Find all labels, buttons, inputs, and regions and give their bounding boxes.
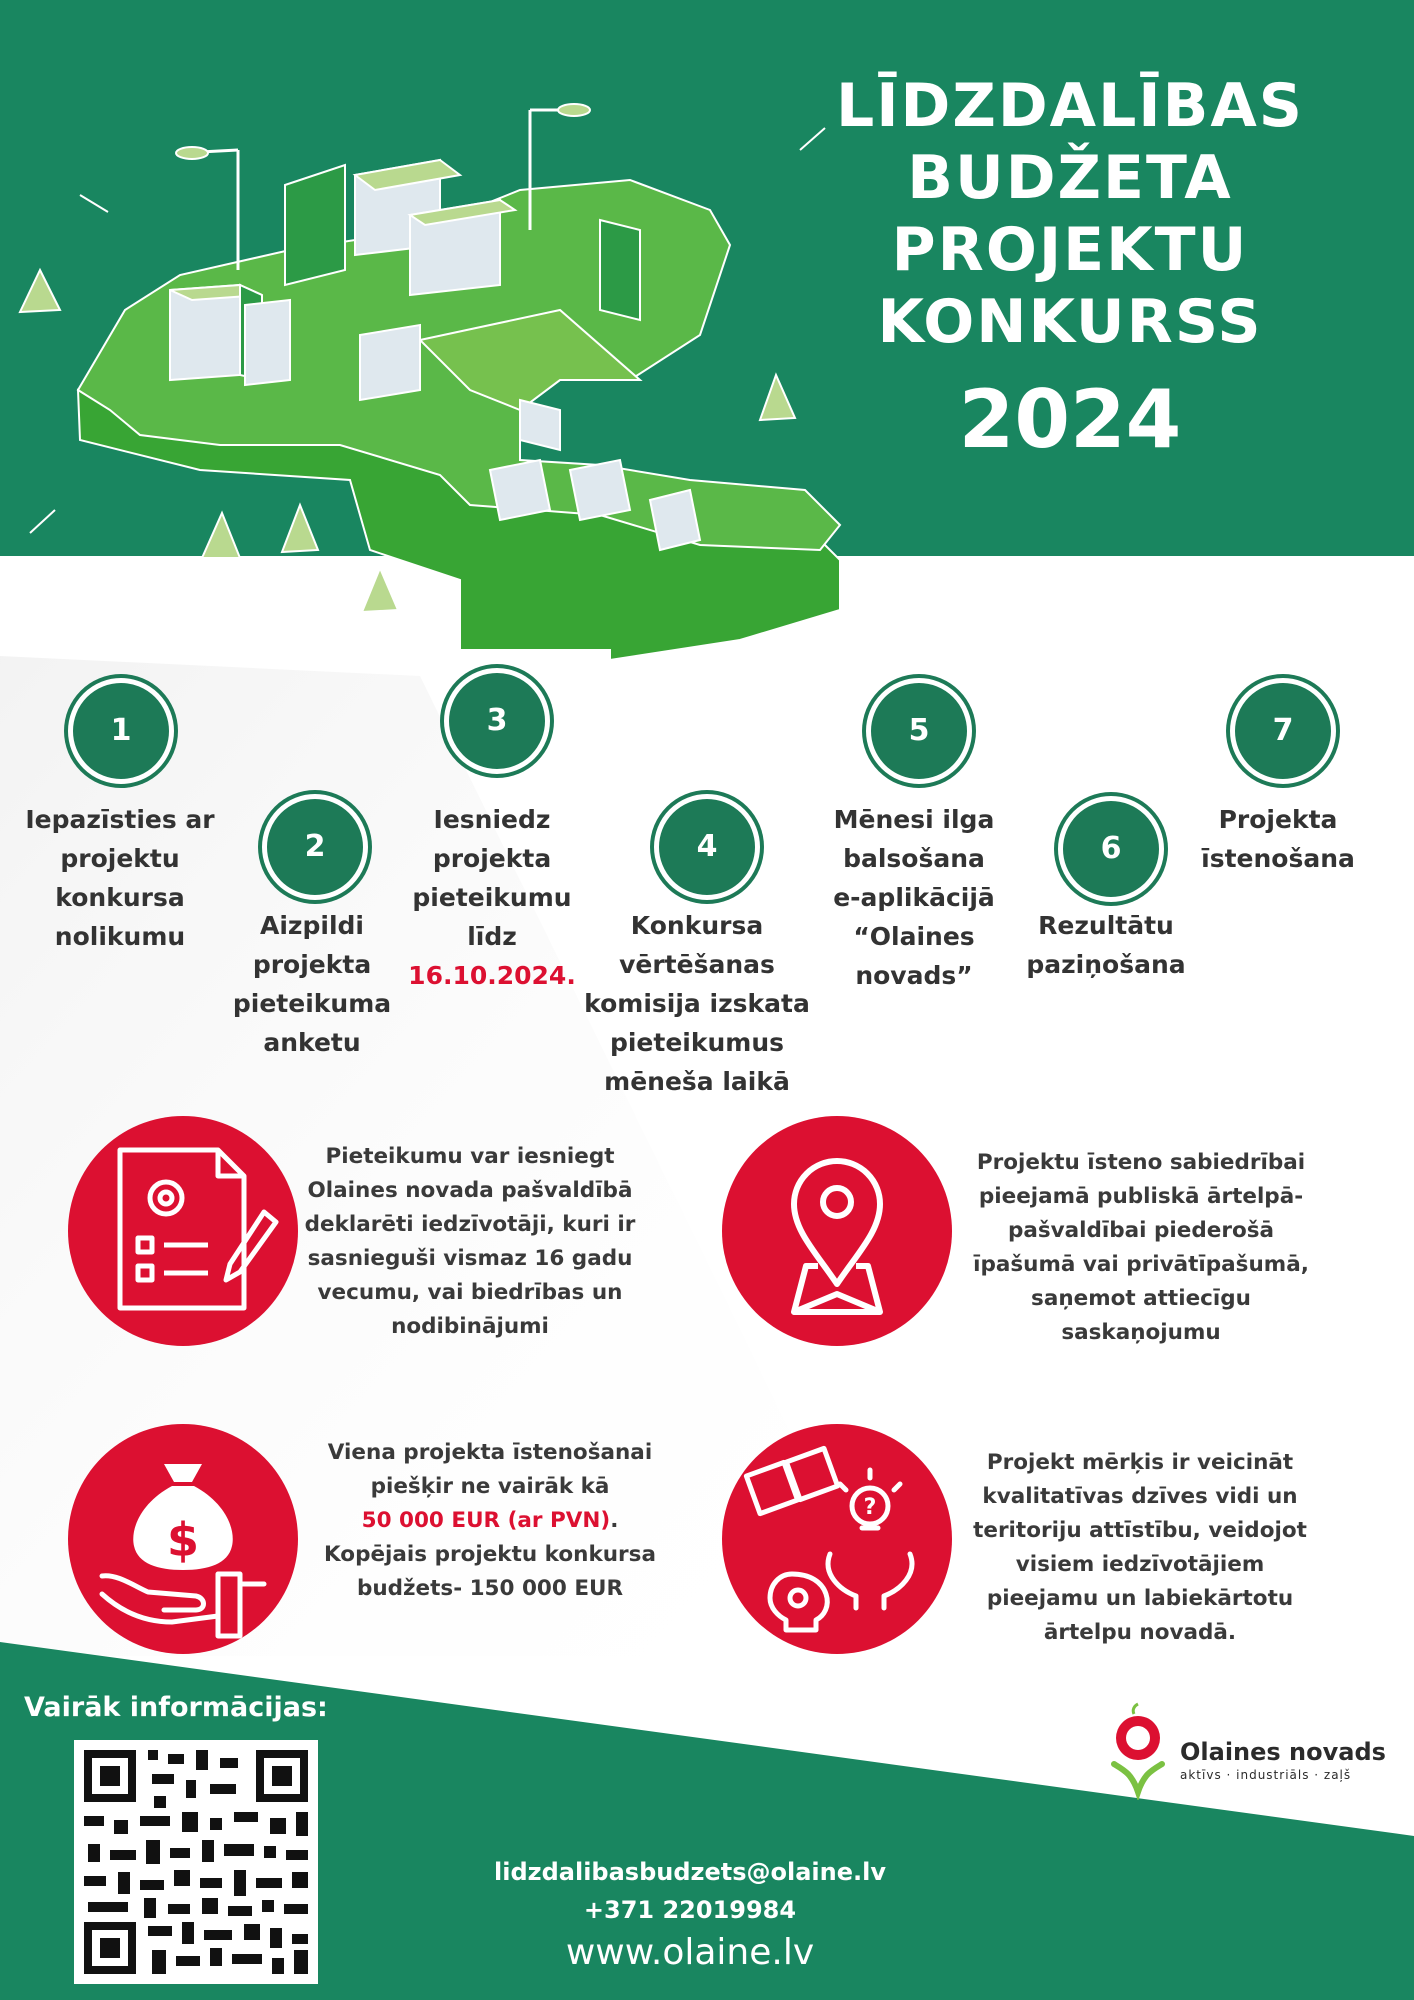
goal-line: ārtelpu novadā. bbox=[1043, 1620, 1237, 1645]
goal-line: kvalitatīvas dzīves vidi un bbox=[982, 1484, 1298, 1509]
title-line-1: LĪDZDALĪBAS bbox=[835, 71, 1305, 141]
goal-line: teritoriju attīstību, veidojot bbox=[973, 1518, 1307, 1543]
step-4-line: vērtēšanas bbox=[619, 950, 775, 979]
location-line: saskaņojumu bbox=[1061, 1320, 1221, 1345]
step-7-line: īstenošana bbox=[1201, 844, 1355, 873]
step-2-line: Aizpildi bbox=[260, 911, 364, 940]
step-3-line: līdz bbox=[467, 922, 517, 951]
website-link[interactable]: www.olaine.lv bbox=[565, 1932, 815, 1973]
more-info-label: Vairāk informācijas: bbox=[24, 1692, 328, 1723]
step-7-circle: 7 bbox=[1230, 678, 1336, 784]
qr-code[interactable] bbox=[74, 1740, 318, 1984]
eligibility-line: vecumu, vai biedrības un bbox=[317, 1280, 623, 1305]
goal-line: Projekt mērķis ir veicināt bbox=[986, 1450, 1294, 1475]
funding-amount-suffix: . bbox=[610, 1508, 619, 1533]
step-3-line: projekta bbox=[432, 844, 552, 873]
step-4-line: komisija izskata bbox=[584, 989, 810, 1018]
funding-line: piešķir ne vairāk kā bbox=[370, 1474, 610, 1499]
olaines-logo-icon bbox=[1104, 1700, 1174, 1800]
step-7-line: Projekta bbox=[1218, 805, 1338, 834]
step-5-line: “Olaines bbox=[853, 922, 975, 951]
funding-amount: 50 000 EUR (ar PVN) bbox=[361, 1508, 611, 1533]
step-3-deadline: 16.10.2024. bbox=[408, 961, 576, 990]
step-1-circle: 1 bbox=[68, 678, 174, 784]
step-4-circle: 4 bbox=[654, 794, 760, 900]
logo-tagline: aktīvs · industriāls · zaļš bbox=[1180, 1768, 1352, 1782]
title-line-4: KONKURSS bbox=[877, 287, 1263, 357]
step-6-line: Rezultātu bbox=[1038, 911, 1174, 940]
step-5-line: balsošana bbox=[843, 844, 985, 873]
contact-email[interactable]: lidzdalibasbudzets@olaine.lv bbox=[493, 1858, 887, 1886]
step-6-circle: 6 bbox=[1058, 796, 1164, 902]
eligibility-line: sasnieguši vismaz 16 gadu bbox=[307, 1246, 633, 1271]
step-1-line: projektu bbox=[60, 844, 180, 873]
step-2-line: anketu bbox=[263, 1028, 361, 1057]
eligibility-line: deklarēti iedzīvotāji, kuri ir bbox=[304, 1212, 636, 1237]
step-5-line: e-aplikācijā bbox=[833, 883, 995, 912]
funding-line: budžets- 150 000 EUR bbox=[356, 1576, 624, 1601]
location-line: pieejamā publiskā ārtelpā- bbox=[978, 1184, 1304, 1209]
location-line: Projektu īsteno sabiedrībai bbox=[976, 1150, 1306, 1175]
step-5-circle: 5 bbox=[866, 678, 972, 784]
logo-name: Olaines novads bbox=[1180, 1738, 1386, 1766]
goal-line: pieejamu un labiekārtotu bbox=[986, 1586, 1294, 1611]
step-2-circle: 2 bbox=[262, 794, 368, 900]
title-year: 2024 bbox=[958, 373, 1182, 466]
eligibility-line: Pieteikumu var iesniegt bbox=[325, 1144, 615, 1169]
step-5-line: novads” bbox=[855, 961, 973, 990]
step-1-line: Iepazīsties ar bbox=[25, 805, 215, 834]
qr-code-graphic bbox=[74, 1740, 318, 1984]
step-4-line: pieteikumus bbox=[609, 1028, 785, 1057]
step-6-line: paziņošana bbox=[1026, 950, 1186, 979]
svg-text:?: ? bbox=[863, 1495, 877, 1520]
funding-line: Kopējais projektu konkursa bbox=[324, 1542, 656, 1567]
step-3-line: Iesniedz bbox=[433, 805, 551, 834]
step-1-line: nolikumu bbox=[54, 922, 186, 951]
step-2-line: projekta bbox=[252, 950, 372, 979]
step-1-line: konkursa bbox=[55, 883, 185, 912]
step-4-line: mēneša laikā bbox=[604, 1067, 790, 1096]
goal-line: visiem iedzīvotājiem bbox=[1015, 1552, 1265, 1577]
eligibility-line: Olaines novada pašvaldībā bbox=[307, 1178, 633, 1203]
step-2-line: pieteikuma bbox=[232, 989, 392, 1018]
svg-text:$: $ bbox=[166, 1513, 200, 1567]
step-4-line: Konkursa bbox=[630, 911, 764, 940]
funding-line: Viena projekta īstenošanai bbox=[327, 1440, 653, 1465]
eligibility-line: nodibinājumi bbox=[391, 1314, 549, 1339]
step-3-circle: 3 bbox=[444, 668, 550, 774]
step-5-line: Mēnesi ilga bbox=[833, 805, 995, 834]
location-line: pašvaldībai piederošā bbox=[1007, 1218, 1275, 1243]
title-line-3: PROJEKTU bbox=[891, 215, 1249, 285]
location-line: īpašumā vai privātīpašumā, bbox=[973, 1252, 1309, 1277]
step-3-line: pieteikumu bbox=[412, 883, 572, 912]
location-line: saņemot attiecīgu bbox=[1031, 1286, 1251, 1311]
contact-phone[interactable]: +371 22019984 bbox=[583, 1896, 797, 1924]
title-line-2: BUDŽETA bbox=[907, 143, 1233, 213]
